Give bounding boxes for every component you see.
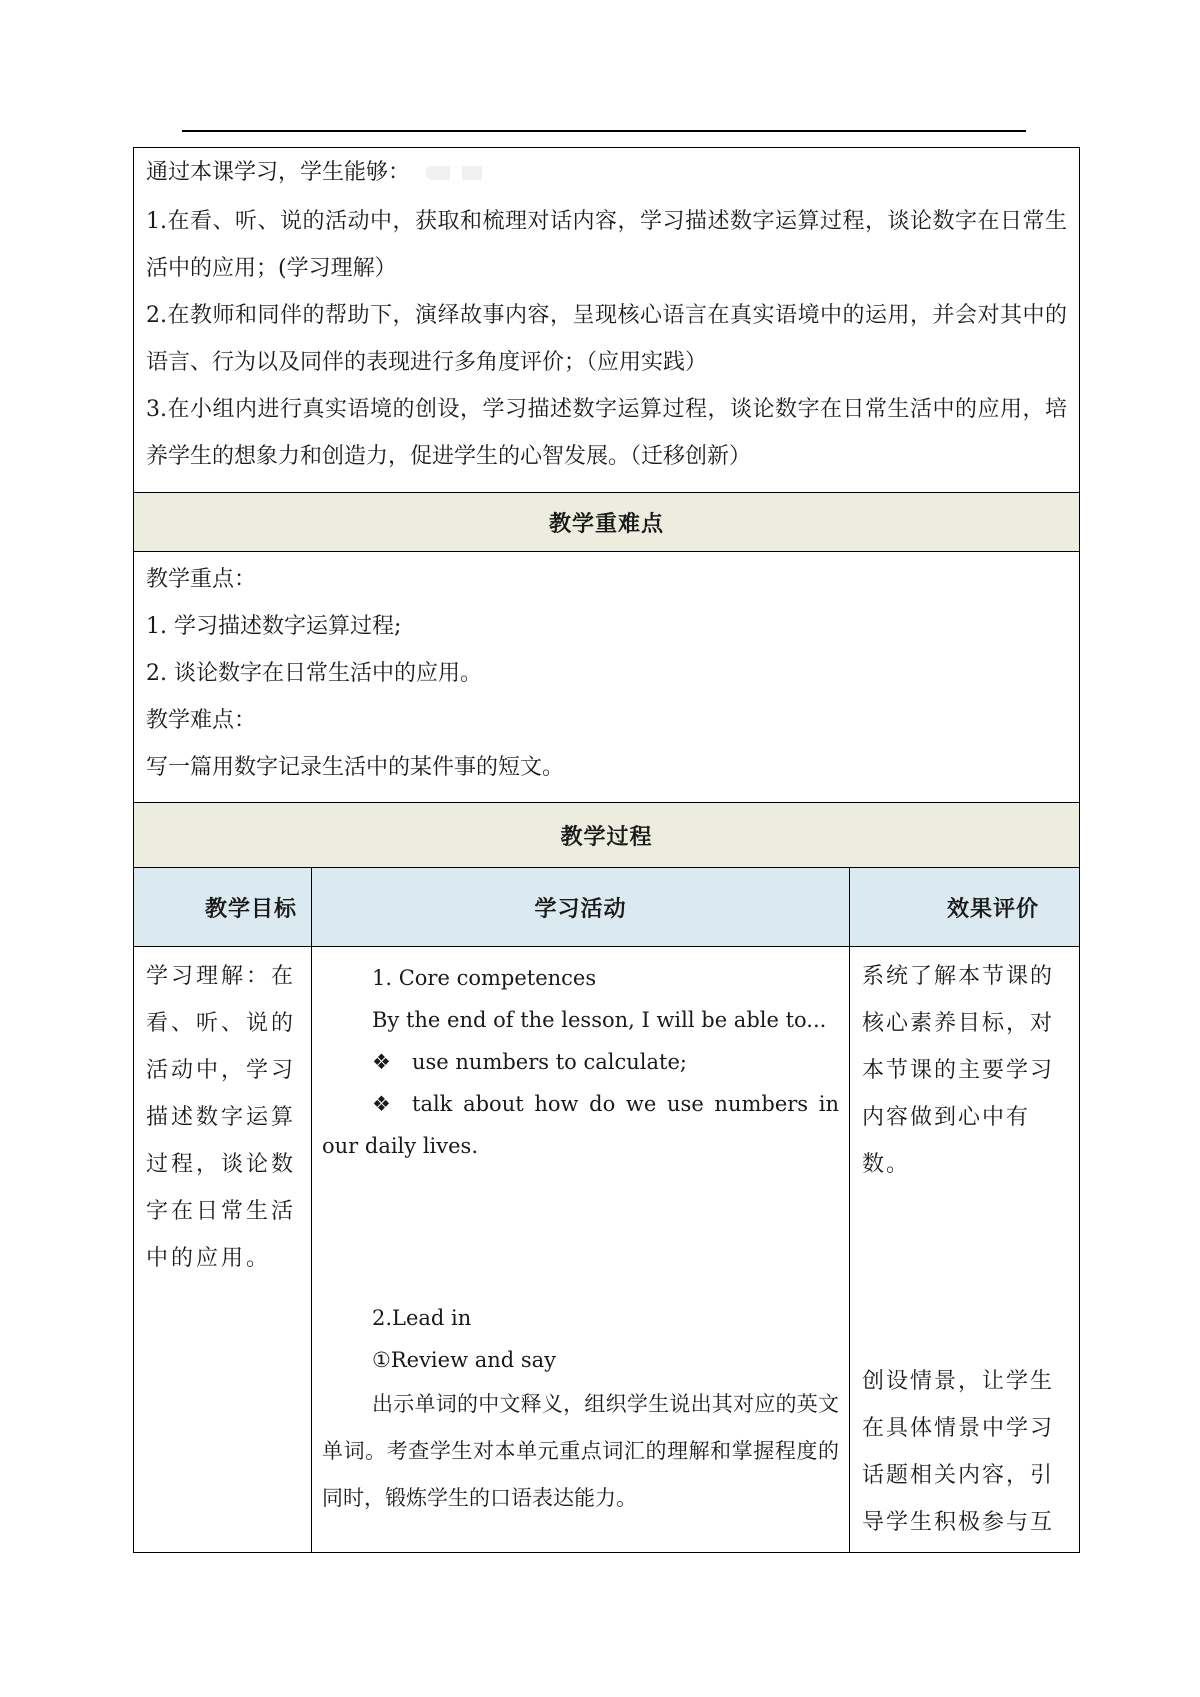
objective-item-3: 3.在小组内进行真实语境的创设，学习描述数字运算过程，谈论数字在日常生活中的应用，培养学生的想象力和创造力，促进学生的心智发展。（迁移创新） (146, 397, 1068, 469)
process-heading: 教学过程 (134, 803, 1080, 868)
objectives-row (134, 148, 1080, 493)
difficulty-label: 教学难点： (146, 708, 257, 733)
step2-title: 2.Lead in (372, 1306, 472, 1330)
spacer (322, 1167, 839, 1297)
step2-subtitle: ①Review and say (372, 1348, 557, 1372)
objectives-intro-text: 通过本课学习，学生能够： (146, 160, 411, 185)
column-header-activity: 学习活动 (312, 868, 850, 947)
key-points-row (134, 552, 1080, 803)
objectives-intro (146, 148, 1067, 198)
difficulty-text: 写一篇用数字记录生活中的某件事的短文。 (146, 755, 565, 780)
goal-cell (134, 947, 312, 1553)
evaluation-1: 系统了解本节课的核心素养目标，对本节课的主要学习内容做到心中有数。 (862, 964, 1055, 1177)
objective-item-1: 1.在看、听、说的活动中，获取和梳理对话内容，学习描述数字运算过程，谈论数字在日常生活中的应用；(学习理解） (146, 209, 1068, 281)
objective-item-2: 2.在教师和同伴的帮助下，演绎故事内容，呈现核心语言在真实语境中的运用，并会对其中的语言、行为以及同伴的表现进行多角度评价；（应用实践） (146, 303, 1068, 375)
focus-item-2: 2. 谈论数字在日常生活中的应用。 (146, 661, 482, 686)
diamond-bullet-icon: ❖ (372, 1092, 391, 1116)
focus-item-1: 1. 学习描述数字运算过程; (146, 614, 402, 639)
column-header-goal: 教学目标 (134, 868, 312, 947)
goal-text: 学习理解：在看、听、说的活动中，学习描述数字运算过程，谈论数字在日常生活中的应用。 (146, 964, 297, 1271)
lesson-plan-table (133, 147, 1080, 1553)
column-header-row (134, 868, 1080, 947)
faint-watermark (426, 166, 506, 180)
step1-title: 1. Core competences (372, 966, 597, 990)
bullet-item-1-text: use numbers to calculate; (412, 1050, 687, 1074)
key-points-cell (134, 552, 1080, 803)
evaluation-2: 创设情景，让学生在具体情景中学习话题相关内容，引导学生积极参与互 (862, 1369, 1055, 1535)
step2-description: 出示单词的中文释义，组织学生说出其对应的英文单词。考查学生对本单元重点词汇的理解和掌握程度的同时，锻炼学生的口语表达能力。 (322, 1392, 839, 1510)
bullet-item-2 (322, 1083, 839, 1167)
header-rule (182, 130, 1026, 132)
evaluation-cell (850, 947, 1080, 1553)
objectives-cell (134, 148, 1080, 493)
key-points-heading-row (134, 493, 1080, 552)
process-heading-row (134, 803, 1080, 868)
bullet-item-1 (322, 1041, 839, 1083)
process-row (134, 947, 1080, 1553)
diamond-bullet-icon: ❖ (372, 1050, 391, 1074)
activity-cell (312, 947, 850, 1553)
focus-label: 教学重点： (146, 567, 257, 592)
step1-intro: By the end of the lesson, I will be able to... (372, 1008, 827, 1032)
bullet-item-2-text: talk about how do we use numbers in our daily lives. (322, 1092, 839, 1158)
spacer (862, 1188, 1069, 1358)
key-points-heading: 教学重难点 (134, 493, 1080, 552)
column-header-evaluation: 效果评价 (850, 868, 1080, 947)
